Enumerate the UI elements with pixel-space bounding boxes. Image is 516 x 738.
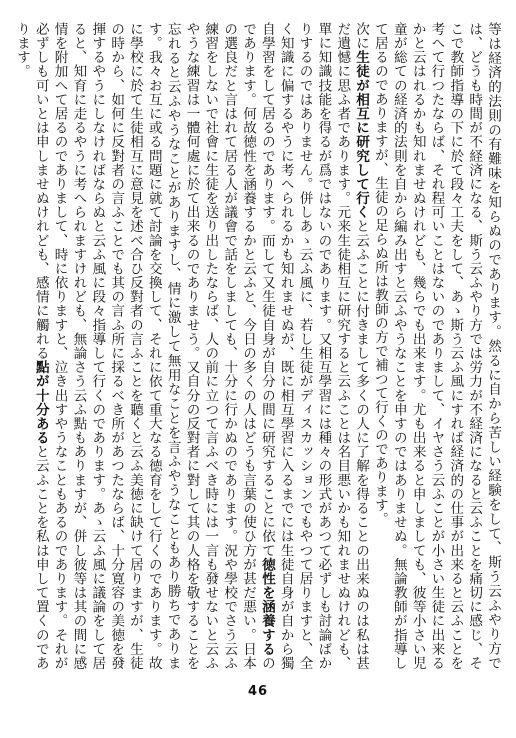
text-run: と云ふことに付きまして多くの人に了解を得ることの出来ぬのは私は甚だ遺憾に思ふ者であります。元来生徒相互に研究すると云ふことは名目悪いかも知れませぬけれども、單に知識技能を得るが爲ではないのであります。又相互學習には種々の形式があつて必ずしも討論ばかりするのではありません。併しあゝ云ふ風に、若し生徒がディスカッションでもやつて居りますと、全く知識に偏するやうに考へられるかも知れませぬが、既に相互學習に入るまでには生徒自身が自から獨自學習をして居るのであります。而して又生徒自身が自分の間に研究することに依て	[258, 22, 370, 670]
text-run: のであります。何故徳性を涵養するかと云ふと、今日の多くの人はどうも言葉の使ひ方が甚だ悪い。日本の選良だと言はれて居る人が議會で話をしましても、十分に行かぬのであります。況や學校でさう云ふ練習をしないで社會に生徒を送り出したならば、人の前に立つて言ふべき時には一言も發せないと云ふやうな練習は一體何處に於て出来るのでありませう。又自分の反對者に對して其の人格を敬することを忘れると云ふやうなことがありますし、情に激して無用なことを言ふやうなこともあり勝ちであります。我々お互に或る問題に就て討論を交換して、それに依て重大なる徳育をして行くのであります。故に學校に於て生徒相互に意見を述べ合ひ反對者の言ふことを聽くと云ふ美徳に缺けて居りますが、生徒の時から、如何に反對者の言ふことでも其の言ふ所に採るべき所があつたならば、十分寛容の美徳を發揮するやうにしなければならぬと云ふ風に段々指導して行くのであります。あゝ云ふ風に議論をして居ると、知育に走るやうに考へられますけれども、無論さう云ふ點もありますが、併し彼等は其の間に感情を附加へて居るのでありまして、時に依りますと、泣き出すやうなこともあるのであります。それが必ずしも可いとは申しませぬけれども、感情に觸れる	[32, 22, 275, 670]
paragraph-mutual-study	[12, 22, 370, 670]
text-run: 等は経済的法則の有難味を知らぬのであります。然るに自から苦しい経験をして、斯う云ふやり方では、どうも時間が不経済になる、斯う云ふやり方では労力が不経済になると云ふことを痛切に感じ、そこで教師指導の下に於て段々工夫をして、あゝ斯う云ふ風にすれば経済的の仕事が出来ると云ふことを考へて行つたならば、それ程可いことはないのでありまして、イヤさう云ふことが小さい生徒に出来るかと云はれるかも知れませぬけれども、幾らでも出来ます。尤も出来ると申しましても、彼等小さい児童が総ての経済的法則を自から編み出すと云ふやうなことを申すのではありませぬ。無論教師が指導して居るのでありますが、生徒の足らぬ所は教師の方で補つて行くのであります。	[371, 22, 501, 670]
emphasis-sufficient-point: 點が十分ある	[32, 360, 49, 445]
emphasis-mutual-study: 生徒が相互に研究して行く	[353, 50, 370, 220]
body-text	[12, 22, 502, 670]
paragraph-economic-law	[370, 22, 502, 670]
page-number: 46	[247, 684, 269, 699]
emphasis-cultivate-virtue: 徳性を涵養する	[258, 557, 275, 657]
text-run: 次に	[353, 22, 370, 51]
text-run: と云ふことを私は申して置くのであります。	[13, 22, 49, 670]
